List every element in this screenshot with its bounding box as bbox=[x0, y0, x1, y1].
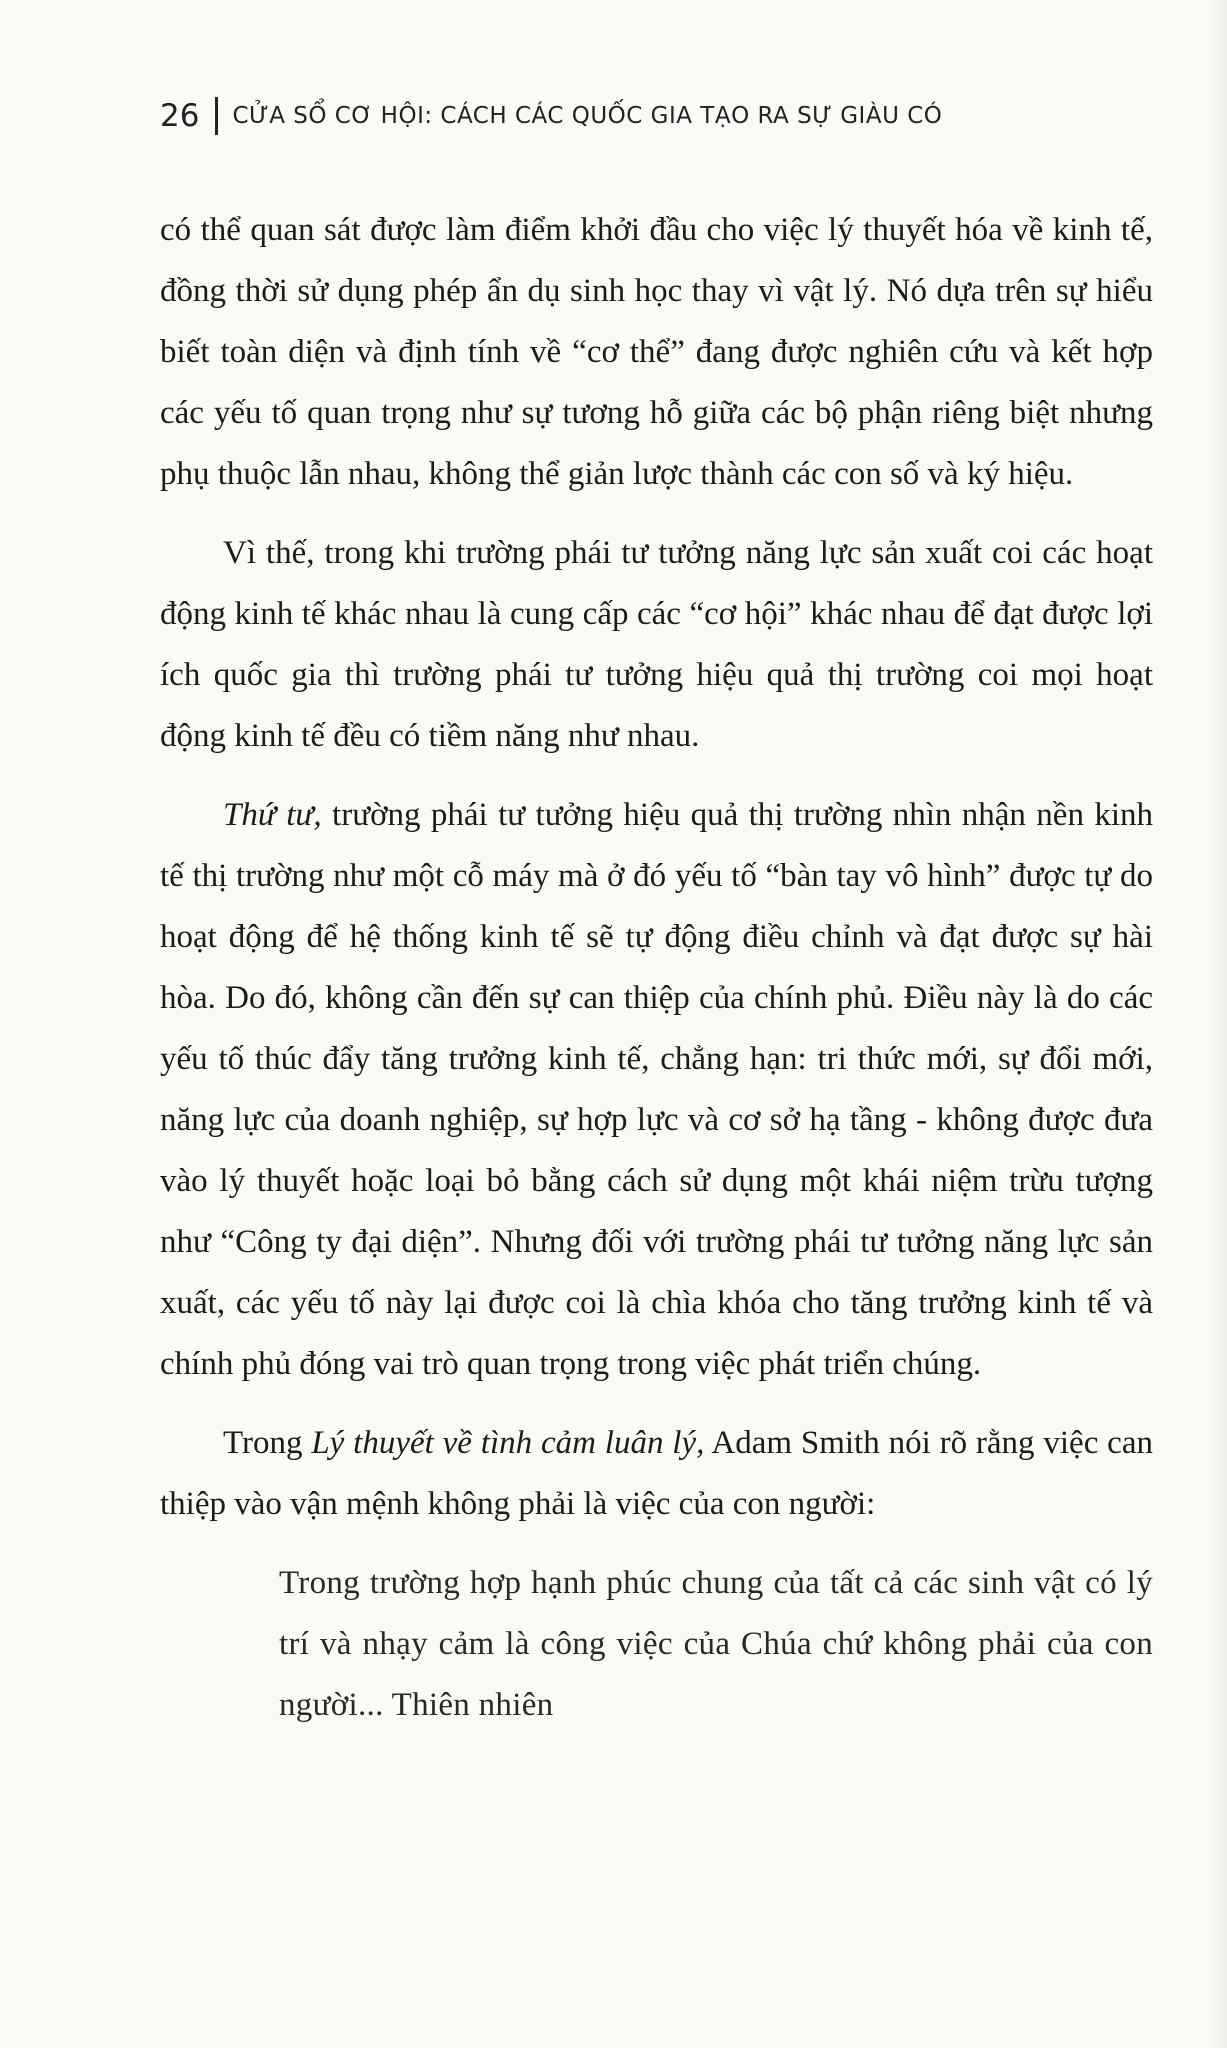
paragraph-text: Trong bbox=[223, 1425, 312, 1461]
page-number: 26 bbox=[160, 98, 200, 134]
paragraph-continued: có thể quan sát được làm điểm khởi đầu cho việc lý thuyết hóa về kinh tế, đồng thời sử dụng phép ẩn dụ sinh học thay vì vật lý. Nó dựa trên sự hiểu biết toàn diện và định tính về “cơ thể” đang được nghiên cứu và kết hợp các yếu tố quan trọng như sự tương hỗ giữa các bộ phận riêng biệt nhưng phụ thuộc lẫn nhau, không thể giản lược thành các con số và ký hiệu. bbox=[160, 212, 1153, 492]
italic-phrase: Thứ tư, bbox=[223, 797, 322, 833]
header-divider bbox=[215, 97, 218, 135]
running-title: CỬA SỔ CƠ HỘI: CÁCH CÁC QUỐC GIA TẠO RA SỰ GIÀU CÓ bbox=[232, 103, 943, 129]
paragraph bbox=[160, 785, 1153, 1395]
book-title-italic: Lý thuyết về tình cảm luân lý, bbox=[311, 1425, 705, 1461]
page-edge-shadow bbox=[1207, 0, 1227, 2048]
paragraph bbox=[160, 1413, 1153, 1535]
paragraph: Vì thế, trong khi trường phái tư tưởng năng lực sản xuất coi các hoạt động kinh tế khác nhau là cung cấp các “cơ hội” khác nhau để đạt được lợi ích quốc gia thì trường phái tư tưởng hiệu quả thị trường coi mọi hoạt động kinh tế đều có tiềm năng như nhau. bbox=[160, 535, 1153, 754]
paragraph-text: trường phái tư tưởng hiệu quả thị trường nhìn nhận nền kinh tế thị trường như một cỗ máy mà ở đó yếu tố “bàn tay vô hình” được tự do hoạt động để hệ thống kinh tế sẽ tự động điều chỉnh và đạt được sự hài hòa. Do đó, không cần đến sự can thiệp của chính phủ. Điều này là do các yếu tố thúc đẩy tăng trưởng kinh tế, chẳng hạn: tri thức mới, sự đổi mới, năng lực của doanh nghiệp, sự hợp lực và cơ sở hạ tầng - không được đưa vào lý thuyết hoặc loại bỏ bằng cách sử dụng một khái niệm trừu tượng như “Công ty đại diện”. Nhưng đối với trường phái tư tưởng năng lực sản xuất, các yếu tố này lại được coi là chìa khóa cho tăng trưởng kinh tế và chính phủ đóng vai trò quan trọng trong việc phát triển chúng. bbox=[160, 797, 1153, 1382]
body-text bbox=[160, 200, 1153, 1736]
paragraph-text: Adam Smith nói rõ rằng việc can thiệp vào vận mệnh không phải là việc của con người: bbox=[160, 1425, 1153, 1522]
block-quote: Trong trường hợp hạnh phúc chung của tất cả các sinh vật có lý trí và nhạy cảm là công việc của Chúa chứ không phải của con người... Thiên nhiên bbox=[279, 1565, 1153, 1723]
running-header bbox=[160, 86, 942, 146]
